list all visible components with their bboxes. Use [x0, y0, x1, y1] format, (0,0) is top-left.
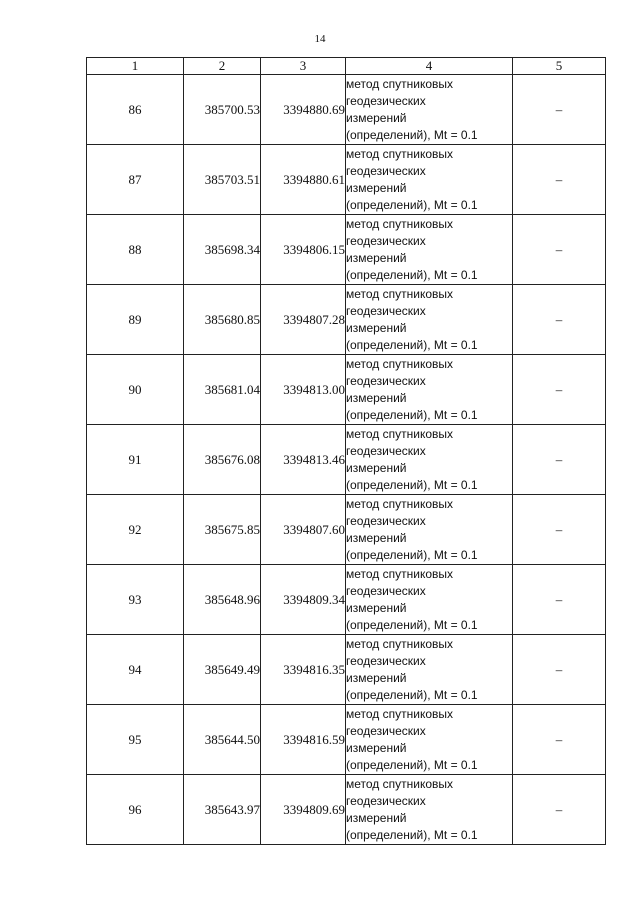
method-line: метод спутниковых [346, 76, 454, 91]
column-header-1: 1 [87, 58, 184, 75]
method-line: метод спутниковых [346, 146, 454, 161]
method-line: геодезических [346, 163, 426, 178]
method-line: (определений), Mt = 0.1 [346, 757, 478, 772]
method-line: (определений), Mt = 0.1 [346, 827, 478, 842]
determination-method [346, 145, 513, 215]
column-header-4: 4 [346, 58, 513, 75]
method-line: геодезических [346, 443, 426, 458]
column-header-5: 5 [513, 58, 606, 75]
method-line: (определений), Mt = 0.1 [346, 127, 478, 142]
coordinate-y: 3394880.61 [261, 145, 346, 215]
coordinate-x: 385643.97 [184, 775, 261, 845]
coordinate-y: 3394809.34 [261, 565, 346, 635]
method-line: измерений [346, 740, 407, 755]
determination-method [346, 75, 513, 145]
coordinate-x: 385703.51 [184, 145, 261, 215]
coordinate-y: 3394806.15 [261, 215, 346, 285]
method-line: геодезических [346, 723, 426, 738]
note-dash: – [513, 635, 606, 705]
method-line: измерений [346, 530, 407, 545]
method-line: (определений), Mt = 0.1 [346, 407, 478, 422]
note-dash: – [513, 425, 606, 495]
table-row [87, 775, 606, 845]
point-number: 91 [87, 425, 184, 495]
table-row [87, 75, 606, 145]
note-dash: – [513, 565, 606, 635]
determination-method [346, 565, 513, 635]
note-dash: – [513, 495, 606, 565]
coordinate-y: 3394807.28 [261, 285, 346, 355]
coordinate-y: 3394807.60 [261, 495, 346, 565]
coordinates-table [86, 57, 606, 845]
method-line: измерений [346, 250, 407, 265]
method-line: метод спутниковых [346, 356, 454, 371]
method-line: (определений), Mt = 0.1 [346, 267, 478, 282]
determination-method [346, 775, 513, 845]
table-body [87, 75, 606, 845]
point-number: 95 [87, 705, 184, 775]
coordinate-y: 3394880.69 [261, 75, 346, 145]
coordinate-x: 385700.53 [184, 75, 261, 145]
method-line: геодезических [346, 93, 426, 108]
table-header-row [87, 58, 606, 75]
method-line: измерений [346, 670, 407, 685]
note-dash: – [513, 215, 606, 285]
determination-method [346, 215, 513, 285]
method-line: метод спутниковых [346, 496, 454, 511]
method-line: (определений), Mt = 0.1 [346, 547, 478, 562]
method-line: геодезических [346, 373, 426, 388]
point-number: 92 [87, 495, 184, 565]
method-line: (определений), Mt = 0.1 [346, 197, 478, 212]
method-line: метод спутниковых [346, 776, 454, 791]
coordinate-x: 385676.08 [184, 425, 261, 495]
method-line: измерений [346, 110, 407, 125]
table-row [87, 355, 606, 425]
note-dash: – [513, 355, 606, 425]
method-line: (определений), Mt = 0.1 [346, 337, 478, 352]
method-line: геодезических [346, 583, 426, 598]
determination-method [346, 635, 513, 705]
method-line: (определений), Mt = 0.1 [346, 477, 478, 492]
determination-method [346, 285, 513, 355]
method-line: метод спутниковых [346, 706, 454, 721]
determination-method [346, 355, 513, 425]
method-line: геодезических [346, 793, 426, 808]
column-header-3: 3 [261, 58, 346, 75]
point-number: 93 [87, 565, 184, 635]
table-row [87, 425, 606, 495]
coordinate-y: 3394809.69 [261, 775, 346, 845]
note-dash: – [513, 285, 606, 355]
point-number: 89 [87, 285, 184, 355]
method-line: измерений [346, 180, 407, 195]
table-row [87, 285, 606, 355]
table-row [87, 705, 606, 775]
note-dash: – [513, 75, 606, 145]
point-number: 86 [87, 75, 184, 145]
coordinate-y: 3394816.35 [261, 635, 346, 705]
point-number: 87 [87, 145, 184, 215]
method-line: измерений [346, 320, 407, 335]
method-line: метод спутниковых [346, 216, 454, 231]
note-dash: – [513, 145, 606, 215]
method-line: геодезических [346, 233, 426, 248]
coordinate-x: 385675.85 [184, 495, 261, 565]
method-line: метод спутниковых [346, 426, 454, 441]
point-number: 90 [87, 355, 184, 425]
note-dash: – [513, 705, 606, 775]
method-line: геодезических [346, 303, 426, 318]
coordinate-y: 3394813.00 [261, 355, 346, 425]
point-number: 88 [87, 215, 184, 285]
coordinate-y: 3394813.46 [261, 425, 346, 495]
determination-method [346, 495, 513, 565]
coordinate-x: 385698.34 [184, 215, 261, 285]
table-row [87, 635, 606, 705]
method-line: (определений), Mt = 0.1 [346, 617, 478, 632]
point-number: 94 [87, 635, 184, 705]
method-line: измерений [346, 460, 407, 475]
method-line: измерений [346, 390, 407, 405]
determination-method [346, 425, 513, 495]
method-line: измерений [346, 810, 407, 825]
method-line: геодезических [346, 513, 426, 528]
method-line: метод спутниковых [346, 566, 454, 581]
table-row [87, 495, 606, 565]
coordinate-x: 385681.04 [184, 355, 261, 425]
method-line: геодезических [346, 653, 426, 668]
table-row [87, 145, 606, 215]
column-header-2: 2 [184, 58, 261, 75]
table-row [87, 215, 606, 285]
table-row [87, 565, 606, 635]
determination-method [346, 705, 513, 775]
point-number: 96 [87, 775, 184, 845]
method-line: измерений [346, 600, 407, 615]
coordinate-x: 385680.85 [184, 285, 261, 355]
coordinate-x: 385649.49 [184, 635, 261, 705]
coordinate-x: 385648.96 [184, 565, 261, 635]
coordinate-y: 3394816.59 [261, 705, 346, 775]
method-line: (определений), Mt = 0.1 [346, 687, 478, 702]
page-number: 14 [314, 33, 326, 45]
method-line: метод спутниковых [346, 286, 454, 301]
coordinate-x: 385644.50 [184, 705, 261, 775]
note-dash: – [513, 775, 606, 845]
method-line: метод спутниковых [346, 636, 454, 651]
